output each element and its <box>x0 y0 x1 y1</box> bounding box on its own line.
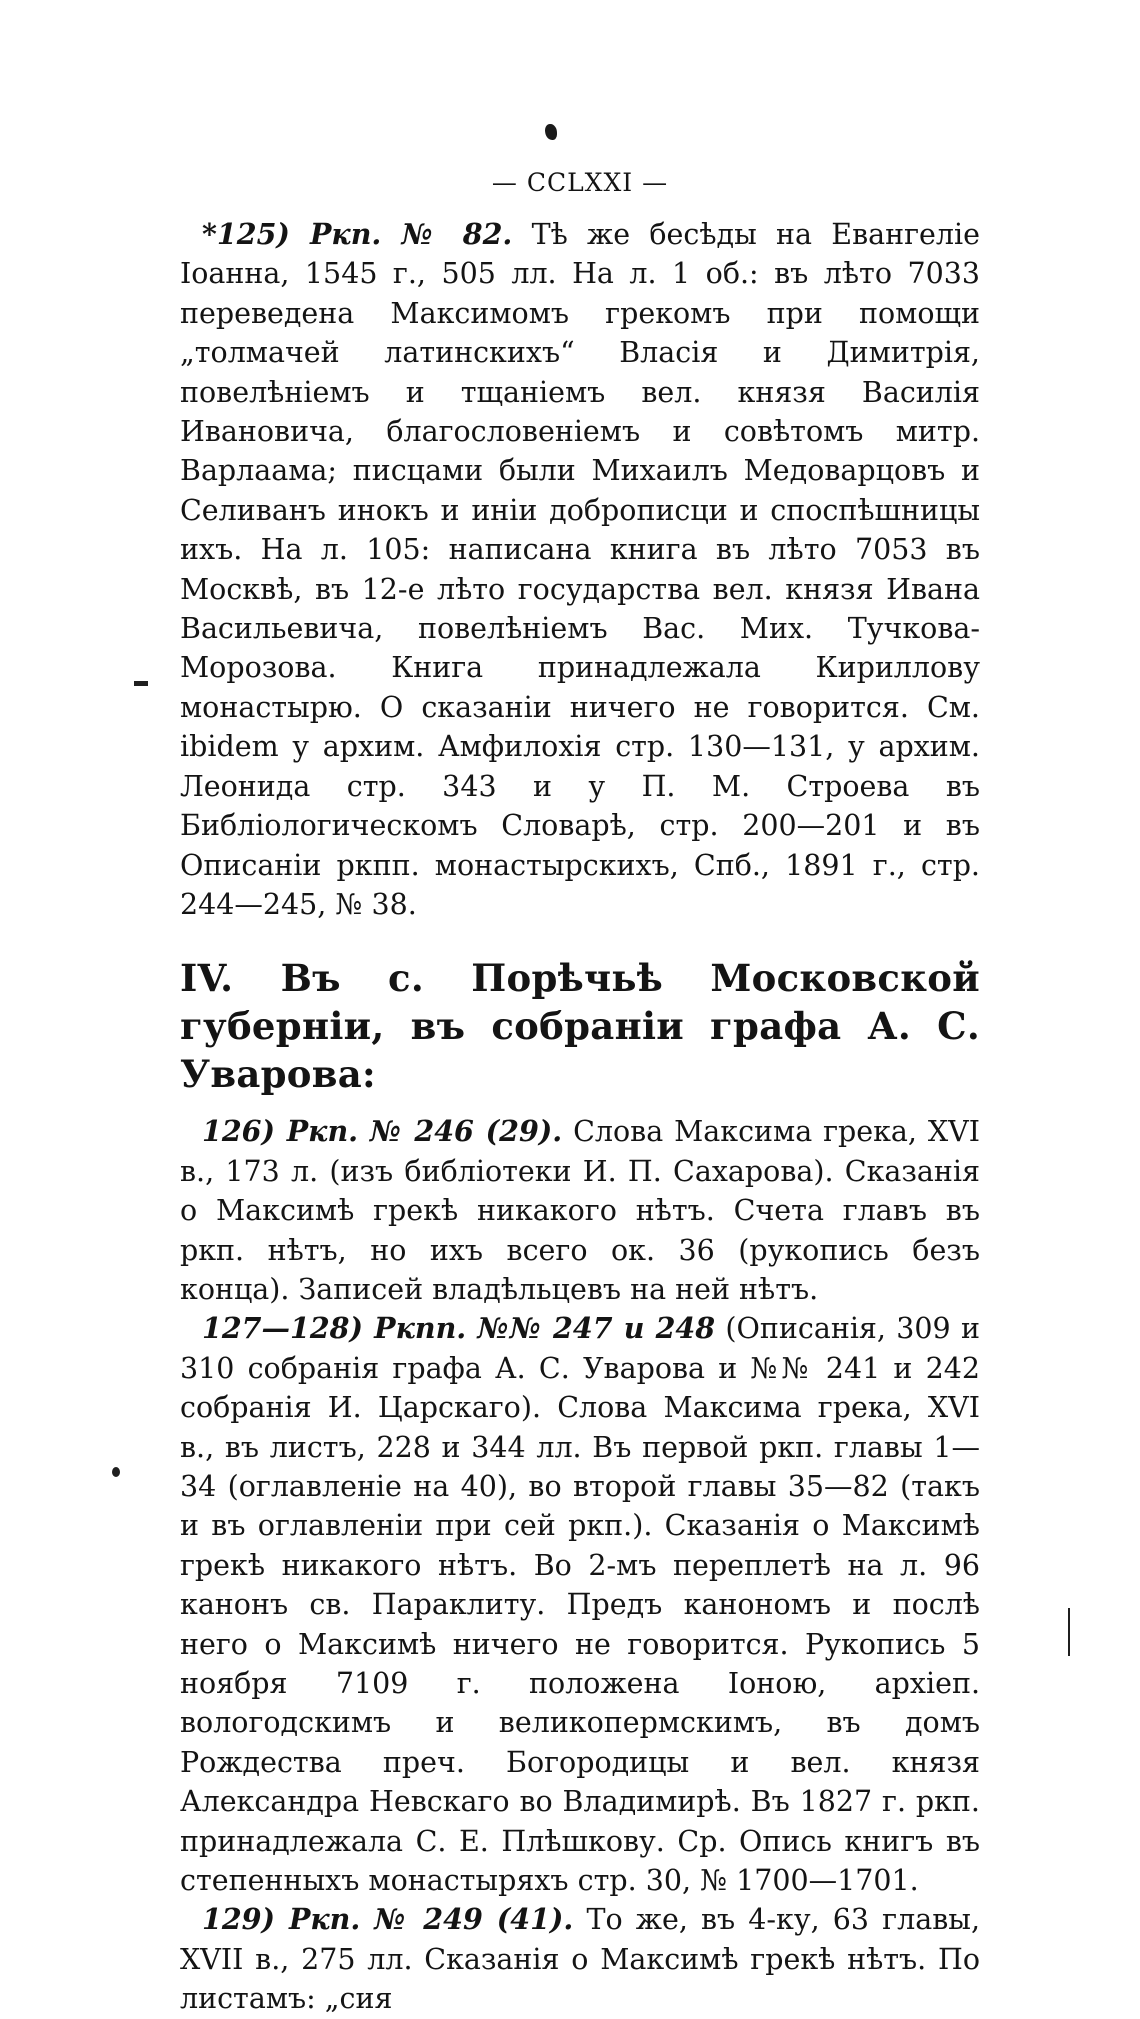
entry-125 <box>180 215 980 924</box>
entry-127-128 <box>180 1309 980 1900</box>
scan-edge-line <box>1068 1608 1070 1656</box>
entry-129-text: То же, въ 4-ку, 63 главы, XVII в., 275 лл. Сказанія о Максимѣ грекѣ нѣтъ. По листамъ: „сия <box>180 1903 980 2016</box>
entry-127-128-reference: 127—128) Ркпп. №№ 247 и 248 <box>202 1311 716 1346</box>
entry-129 <box>180 1900 980 2018</box>
section-heading: IV. Въ с. Порѣчьѣ Московской губерніи, въ собраніи графа А. С. Уварова: <box>180 956 980 1097</box>
margin-dash-mark <box>134 681 148 686</box>
entry-126-reference: 126) Ркп. № 246 (29). <box>202 1114 563 1149</box>
margin-dot-mark <box>112 1467 120 1477</box>
document-page <box>180 140 980 2019</box>
entry-125-text: Тѣ же бесѣды на Евангеліе Іоанна, 1545 г., 505 лл. На л. 1 об.: въ лѣто 7033 переведена Максимомъ грекомъ при помощи „толмачей латинскихъ“ Власія и Димитрія, повелѣніемъ и тщаніемъ вел. князя Василія Ивановича, благословеніемъ и совѣтомъ митр. Варлаама; писцами были Михаилъ Медоварцовъ и Селиванъ инокъ и иніи доброписци и споспѣшницы ихъ. На л. 105: написана книга въ лѣто 7053 въ Москвѣ, въ 12-е лѣто государства вел. князя Ивана Васильевича, повелѣніемъ Вас. Мих. Тучкова-Морозова. Книга принадлежала Кириллову монастырю. О сказаніи ничего не говорится. См. ibidem у архим. Амфилохія стр. 130—131, у архим. Леонида стр. 343 и у П. М. Строева въ Библіологическомъ Словарѣ, стр. 200—201 и въ Описаніи ркпп. монастырскихъ, Спб., 1891 г., стр. 244—245, № 38. <box>180 218 981 921</box>
ink-speck <box>545 124 557 140</box>
entry-129-reference: 129) Ркп. № 249 (41). <box>202 1902 574 1937</box>
page-number-header: — CCLXXI — <box>491 168 669 197</box>
entry-127-128-text: (Описанія, 309 и 310 собранія графа А. С. Уварова и №№ 241 и 242 собранія И. Царскаго). Слова Максима грека, XVI в., въ листъ, 228 и 344 лл. Въ первой ркп. главы 1—34 (оглавленіе на 40), во второй главы 35—82 (такъ и въ оглавленіи при сей ркп.). Сказанія о Максимѣ грекѣ никакого нѣтъ. Во 2-мъ переплетѣ на л. 96 канонъ св. Параклиту. Предъ канономъ и послѣ него о Максимѣ ничего не говорится. Рукопись 5 ноября 7109 г. положена Іоною, архіеп. вологодскимъ и великопермскимъ, въ домъ Рождества преч. Богородицы и вел. князя Александра Невскаго во Владимирѣ. Въ 1827 г. ркп. принадлежала С. Е. Плѣшкову. Ср. Опись книгъ въ степенныхъ монастыряхъ стр. 30, № 1700—1701. <box>180 1312 980 1898</box>
entry-125-reference: *125) Ркп. № 82. <box>202 217 513 251</box>
entry-126 <box>180 1112 980 1309</box>
entry-126-text: Слова Максима грека, XVI в., 173 л. (изъ библіотеки И. П. Сахарова). Сказанія о Максимѣ грекѣ никакого нѣтъ. Счета главъ въ ркп. нѣтъ, но ихъ всего ок. 36 (рукопись безъ конца). Записей владѣльцевъ на ней нѣтъ. <box>180 1115 981 1306</box>
